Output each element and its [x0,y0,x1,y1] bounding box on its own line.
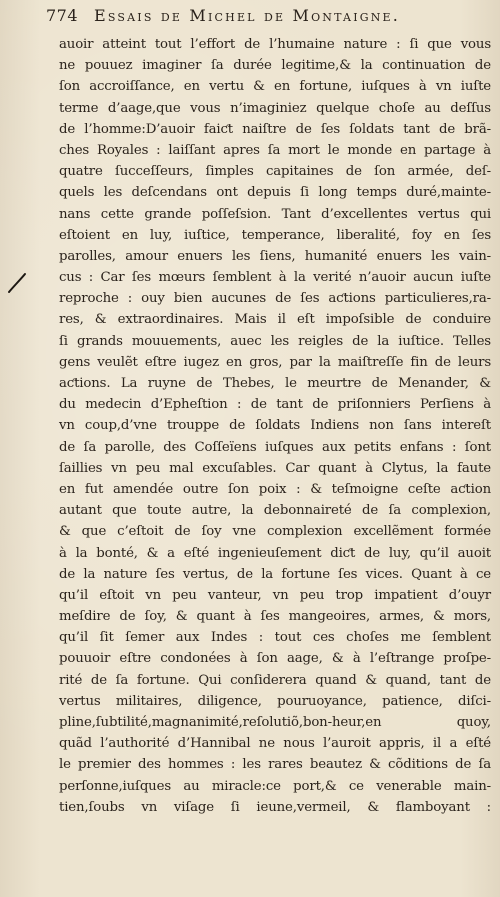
text-line: du medecin d’Epheſtion : de tant de priſonniers Perſiens à [59,397,491,413]
text-line: ſi grands mouuements, auec les reigles de la iuſtice. Telles [59,333,491,349]
page-number: 774 [46,6,79,25]
text-line: ne pouuez imaginer ſa durée legitime,& la continuation de [59,58,491,74]
text-line: cus : Car ſes mœurs ſemblent à la verité n’auoir aucun iuſte [59,270,491,286]
text-line: perſonne,iuſques au miracle:ce port,& ce venerable main- [59,778,491,794]
text-line: le premier des hommes : les rares beautez & cõditions de ſa [59,757,491,773]
page-header [46,6,486,28]
text-line: quãd l’authorité d’Hannibal ne nous l’auroit appris, il a eſté [59,736,491,752]
text-line: gens veulẽt eſtre iugez en gros, par la maiſtreſſe fin de leurs [59,354,491,370]
text-line: ches Royales : laiſſant apres ſa mort le monde en partage à [59,142,491,158]
body-text [59,34,491,818]
text-line: vn coup,d’vne trouppe de ſoldats Indiens non ſans intereſt [59,418,491,434]
text-line: aƈtions. La ruyne de Thebes, le meurtre de Menander, & [59,376,491,391]
text-line: vertus militaires, diligence, pouruoyance, patience, diſci- [59,693,491,709]
text-line: parolles, amour enuers les ſiens, humanité enuers les vain- [59,248,491,264]
text-line: res, & extraordinaires. Mais il eſt impoſsible de conduire [59,312,491,328]
margin-slash-mark [6,272,28,294]
text-line: pline,ſubtilité,magnanimité,reſolutiõ,bon-heur,en quoy, [59,715,491,730]
text-line: rité de ſa fortune. Qui conſiderera quand & quand, tant de [59,672,491,688]
text-line: & que c’eſtoit de ſoy vne complexion excellẽment formée [59,524,491,540]
text-line: auoir atteint tout l’effort de l’humaine nature : ſi que vous [59,37,491,52]
text-line: pouuoir eſtre condonées à ſon aage, & à l’eſtrange proſpe- [59,651,491,667]
text-line: de l’homme:D’auoir faiƈt naiſtre de ſes ſoldats tant de brã- [59,121,491,137]
text-line: terme d’aage,que vous n’imaginiez quelque choſe au deſſus [59,100,491,116]
text-line: en fut amendée outre ſon poix : & teſmoigne ceſte aƈtion [59,481,491,497]
text-line: meſdire de ſoy, & quant à ſes mangeoires, armes, & mors, [59,609,491,625]
text-line: ſon accroiſſance, en vertu & en fortune, iuſques à vn iuſte [59,79,491,95]
text-line: quatre ſucceſſeurs, ſimples capitaines de ſon armée, deſ- [59,164,491,180]
text-line: nans cette grande poſſeſsion. Tant d’excellentes vertus qui [59,206,491,222]
text-line: quels les deſcendans ont depuis ſi long temps duré,mainte- [59,185,491,201]
text-line: autant que toute autre, la debonnaireté de ſa complexion, [59,503,491,519]
text-line: eſtoient en luy, iuſtice, temperance, liberalité, foy en ſes [59,227,491,243]
text-line: qu’il eſtoit vn peu vanteur, vn peu trop impatient d’ouyr [59,587,491,603]
text-line: reproche : ouy bien aucunes de ſes aƈtions particulieres,ra- [59,291,491,307]
text-line: tien,ſoubs vn viſage ſi ieune,vermeil, & flamboyant : [59,799,491,815]
running-title: Essais de Michel de Montaigne. [94,6,401,25]
text-line: ſaillies vn peu mal excuſables. Car quant à Clytus, la faute [59,460,491,476]
text-line: de ſa parolle, des Coſſeïens iuſques aux petits enfans : ſont [59,439,491,455]
text-line: de la nature ſes vertus, de la fortune ſes vices. Quant à ce [59,566,491,582]
text-line: qu’il ſit ſemer aux Indes : tout ces choſes me ſemblent [59,630,491,646]
text-line: à la bonté, & a eſté ingenieuſement diƈt de luy, qu’il auoit [59,545,491,561]
